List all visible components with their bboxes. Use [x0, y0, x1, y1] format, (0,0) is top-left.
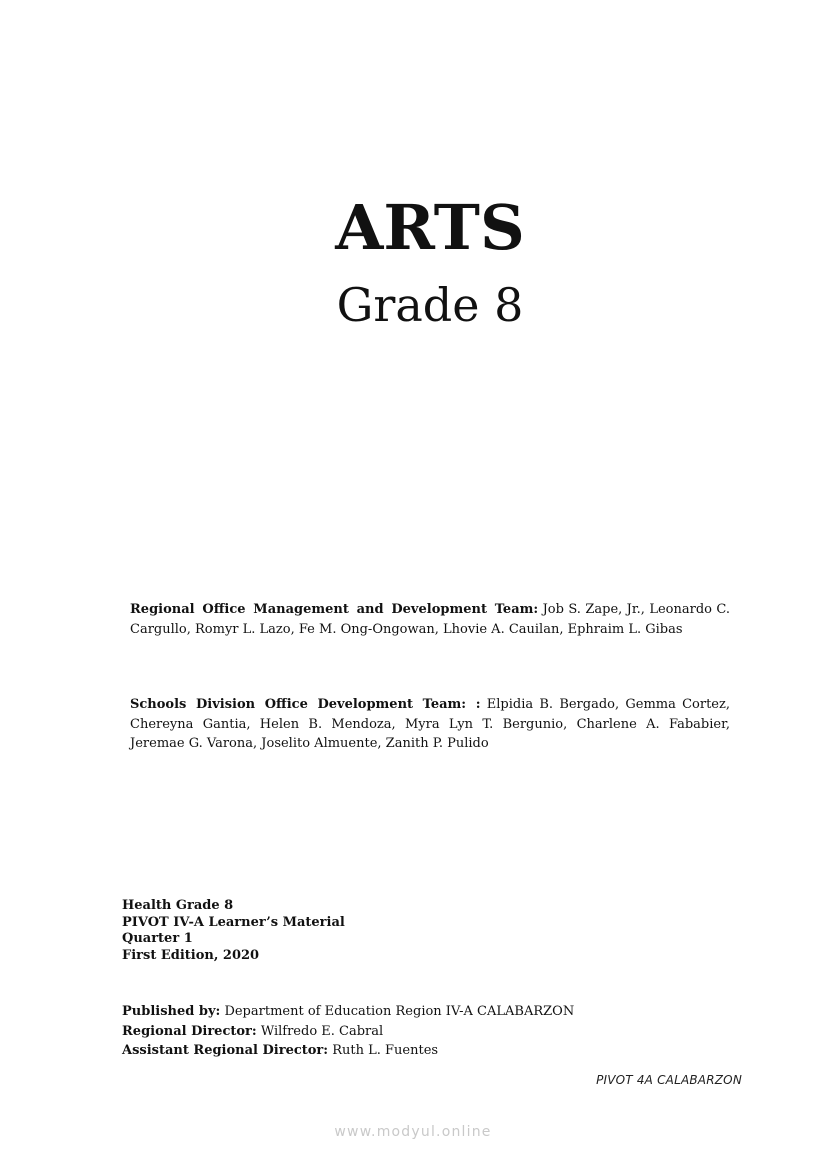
regional-team-credits: [130, 600, 730, 639]
schools-team-label: Schools Division Office Development Team: :: [130, 697, 481, 712]
watermark: www.modyul.online: [334, 1124, 492, 1140]
assistant-director-value: Ruth L. Fuentes: [332, 1043, 439, 1058]
assistant-director-label: Assistant Regional Director:: [122, 1043, 329, 1058]
schools-team-credits: [130, 695, 730, 754]
regional-director-label: Regional Director:: [122, 1023, 257, 1039]
publication-info: [122, 1002, 574, 1061]
document-subtitle: Grade 8: [336, 278, 524, 332]
regional-director-line: [122, 1022, 574, 1042]
published-by-line: [122, 1002, 574, 1022]
material-edition: First Edition, 2020: [122, 947, 260, 963]
document-title: ARTS: [335, 191, 525, 264]
published-by-label: Published by:: [122, 1004, 221, 1019]
material-subject: Health Grade 8: [122, 898, 234, 913]
published-by-value: Department of Education Region IV-A CALABARZON: [224, 1004, 575, 1019]
footer-brand: PIVOT 4A CALABARZON: [596, 1073, 742, 1087]
material-info: [122, 898, 345, 964]
regional-director-value: Wilfredo E. Cabral: [260, 1023, 384, 1039]
material-quarter: Quarter 1: [122, 931, 193, 946]
regional-team-label: Regional Office Management and Development Team:: [130, 602, 539, 617]
assistant-director-line: [122, 1041, 574, 1061]
schools-team-members: Elpidia B. Bergado, Gemma Cortez, Chereyna Gantia, Helen B. Mendoza, Myra Lyn T. Bergunio, Charlene A. Fababier, Jeremae G. Varona, Joselito Almuente, Zanith P. Pulido: [130, 697, 730, 751]
regional-team-members: Job S. Zape, Jr., Leonardo C. Cargullo, Romyr L. Lazo, Fe M. Ong-Ongowan, Lhovie A. Cauilan, Ephraim L. Gibas: [130, 602, 730, 637]
material-series: PIVOT IV-A Learner’s Material: [122, 914, 345, 930]
